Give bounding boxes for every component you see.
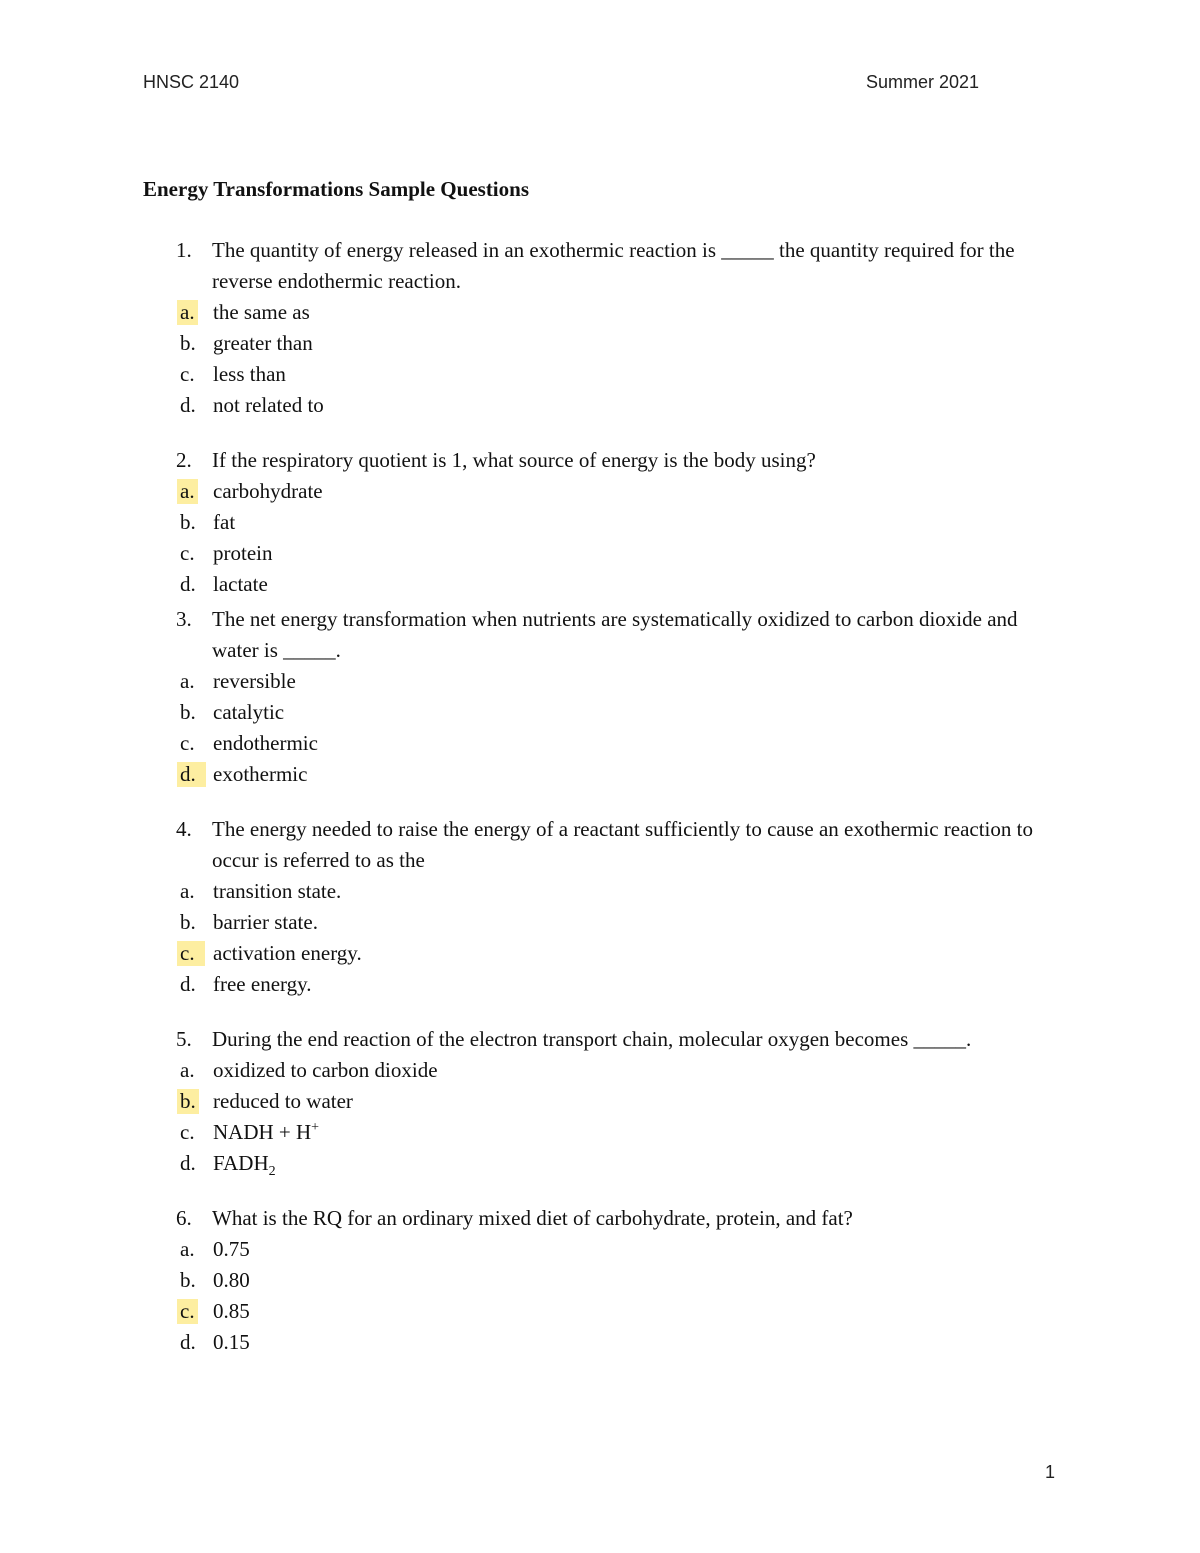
option-text: exothermic — [213, 762, 308, 786]
question-5-options — [143, 1055, 1063, 1179]
option-text: not related to — [213, 393, 324, 417]
option-4b — [143, 907, 1063, 938]
option-text: 0.75 — [213, 1237, 250, 1261]
option-text: less than — [213, 362, 286, 386]
option-6a — [143, 1234, 1063, 1265]
superscript-plus: + — [311, 1120, 320, 1135]
option-letter: a. — [180, 1237, 195, 1261]
option-letter: b. — [180, 1268, 196, 1292]
option-5d — [143, 1148, 1063, 1179]
option-text: 0.80 — [213, 1268, 250, 1292]
option-text: greater than — [213, 331, 313, 355]
document-title: Energy Transformations Sample Questions — [143, 177, 529, 201]
question-number: 5. — [176, 1027, 192, 1051]
option-text: transition state. — [213, 879, 342, 903]
option-letter: d. — [180, 393, 196, 417]
option-text: 0.85 — [213, 1299, 250, 1323]
question-6 — [143, 1203, 1063, 1234]
question-text: The energy needed to raise the energy of a reactant sufficiently to cause an exothermic reaction to occur is referred to as the — [212, 817, 1033, 872]
option-letter-highlighted: c. — [177, 941, 205, 966]
option-letter-highlighted: b. — [177, 1089, 199, 1114]
option-text: oxidized to carbon dioxide — [213, 1058, 438, 1082]
option-text: fat — [213, 510, 236, 534]
option-5a — [143, 1055, 1063, 1086]
option-6c — [143, 1296, 1063, 1327]
option-text: carbohydrate — [213, 479, 323, 503]
option-2a — [143, 476, 1063, 507]
option-letter: d. — [180, 1151, 196, 1175]
option-text: barrier state. — [213, 910, 318, 934]
question-number: 2. — [176, 448, 192, 472]
option-letter: d. — [180, 1330, 196, 1354]
header-course: HNSC 2140 — [143, 72, 240, 92]
option-4c — [143, 938, 1063, 969]
question-4-options — [143, 876, 1063, 1000]
option-letter: d. — [180, 972, 196, 996]
option-text: NADH + H — [213, 1120, 312, 1144]
option-4a — [143, 876, 1063, 907]
option-letter: a. — [180, 879, 195, 903]
question-3 — [143, 604, 1063, 666]
option-letter: b. — [180, 700, 196, 724]
question-text: During the end reaction of the electron transport chain, molecular oxygen becomes _____. — [212, 1027, 972, 1051]
option-6b — [143, 1265, 1063, 1296]
option-2c — [143, 538, 1063, 569]
option-letter-highlighted: a. — [177, 479, 198, 504]
option-4d — [143, 969, 1063, 1000]
option-letter: a. — [180, 669, 195, 693]
option-letter: b. — [180, 910, 196, 934]
option-letter: b. — [180, 331, 196, 355]
question-number: 3. — [176, 607, 192, 631]
option-letter-highlighted: d. — [177, 762, 206, 787]
option-text: free energy. — [213, 972, 312, 996]
question-number: 1. — [176, 238, 192, 262]
option-text: catalytic — [213, 700, 285, 724]
option-6d — [143, 1327, 1063, 1358]
question-2-options — [143, 476, 1063, 600]
question-number: 6. — [176, 1206, 192, 1230]
option-text: the same as — [213, 300, 310, 324]
option-letter: c. — [180, 731, 195, 755]
option-1b — [143, 328, 1063, 359]
page-number: 1 — [1045, 1462, 1056, 1482]
question-number: 4. — [176, 817, 192, 841]
header-term: Summer 2021 — [866, 72, 980, 92]
option-5c — [143, 1117, 1063, 1148]
option-1c — [143, 359, 1063, 390]
question-4 — [143, 814, 1063, 876]
option-letter-highlighted: a. — [177, 300, 198, 325]
question-5 — [143, 1024, 1063, 1055]
option-letter: a. — [180, 1058, 195, 1082]
question-text: The net energy transformation when nutrients are systematically oxidized to carbon dioxide and water is _____. — [212, 607, 1018, 662]
subscript-two: 2 — [268, 1164, 276, 1180]
option-5b — [143, 1086, 1063, 1117]
option-1a — [143, 297, 1063, 328]
option-letter-highlighted: c. — [177, 1299, 198, 1324]
question-1 — [143, 235, 1063, 297]
document-body — [143, 174, 1063, 1358]
option-text: reversible — [213, 669, 296, 693]
option-text: lactate — [213, 572, 268, 596]
option-text: endothermic — [213, 731, 318, 755]
option-3a — [143, 666, 1063, 697]
option-letter: c. — [180, 541, 195, 565]
option-text: reduced to water — [213, 1089, 353, 1113]
option-text: activation energy. — [213, 941, 362, 965]
question-1-options — [143, 297, 1063, 421]
option-text: 0.15 — [213, 1330, 250, 1354]
option-1d — [143, 390, 1063, 421]
question-6-options — [143, 1234, 1063, 1358]
option-letter: d. — [180, 572, 196, 596]
option-2b — [143, 507, 1063, 538]
question-text: If the respiratory quotient is 1, what source of energy is the body using? — [212, 448, 816, 472]
option-letter: b. — [180, 510, 196, 534]
question-text: The quantity of energy released in an exothermic reaction is _____ the quantity required for the reverse endothermic reaction. — [212, 238, 1015, 293]
option-letter: c. — [180, 1120, 195, 1144]
option-text: FADH — [213, 1151, 269, 1175]
question-text: What is the RQ for an ordinary mixed diet of carbohydrate, protein, and fat? — [212, 1206, 853, 1230]
option-3d — [143, 759, 1063, 790]
option-3b — [143, 697, 1063, 728]
question-2 — [143, 445, 1063, 476]
question-3-options — [143, 666, 1063, 790]
option-letter: c. — [180, 362, 195, 386]
option-3c — [143, 728, 1063, 759]
option-text: protein — [213, 541, 273, 565]
option-2d — [143, 569, 1063, 600]
